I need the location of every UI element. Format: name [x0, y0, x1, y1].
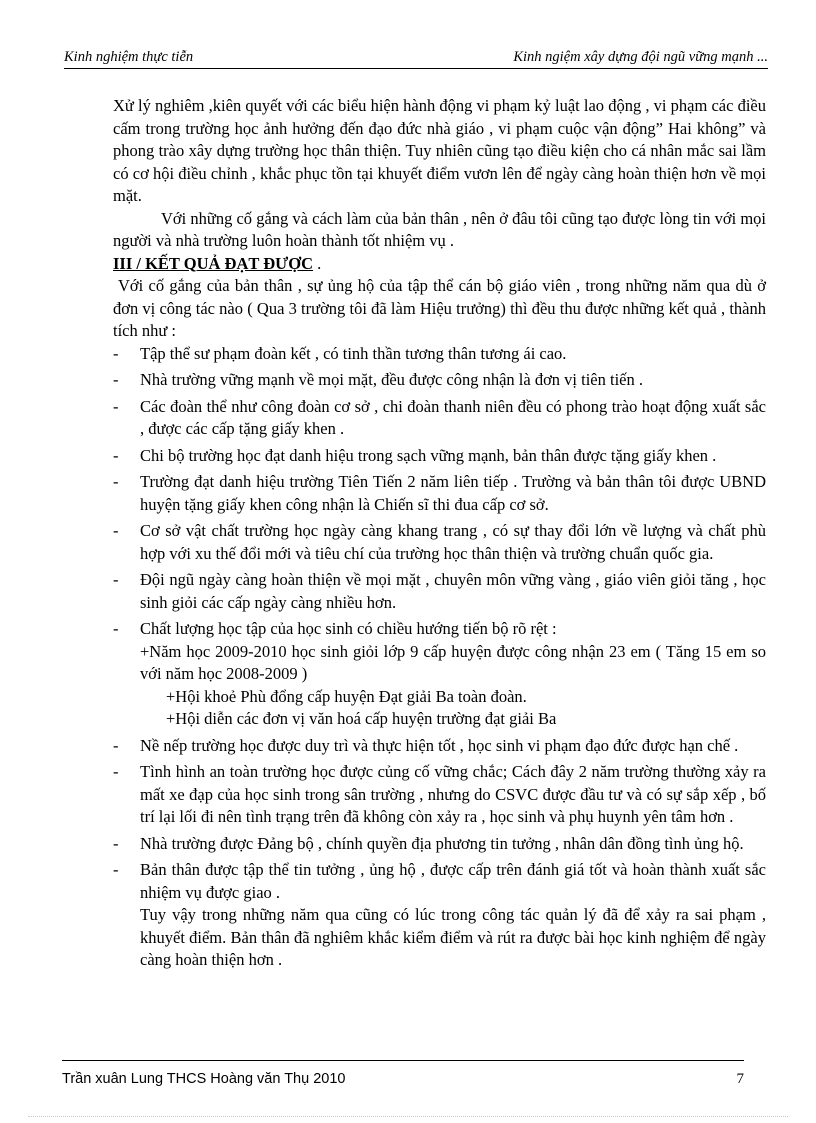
results-list-continued: [113, 735, 766, 905]
paragraph-discipline: Xử lý nghiêm ,kiên quyết với các biểu hiện hành động vi phạm kỷ luật lao động , vi phạm các điều cấm trong trường học ảnh hưởng đến đạo đức nhà giáo , vi phạm cuộc vận động” Hai không” và phong trào xây dựng trường học thân thiện. Tuy nhiên cũng tạo điều kiện cho cá nhân mắc sai lầm có cơ hội điều chỉnh , khắc phục tồn tại khuyết điểm vươn lên để ngày càng hoàn thiện hơn về mọi mặt.: [113, 96, 766, 205]
list-item-text: Trường đạt danh hiệu trường Tiên Tiến 2 năm liên tiếp . Trường và bản thân tôi được UBND huyện tặng giấy khen công nhận là Chiến sĩ thi đua cấp cơ sở.: [140, 472, 766, 514]
sub-item-cultural-festival: +Hội diễn các đơn vị văn hoá cấp huyện trường đạt giải Ba: [166, 709, 557, 728]
list-item-text: Bản thân được tập thể tin tưởng , ủng hộ , được cấp trên đánh giá tốt và hoàn thành xuất sắc nhiệm vụ được giao .: [140, 860, 766, 902]
list-item: [113, 396, 766, 441]
list-item: [113, 761, 766, 829]
section-heading-tail: .: [313, 253, 322, 273]
page-number: 7: [736, 1071, 744, 1087]
list-item: [113, 520, 766, 565]
bullet-dash: -: [113, 762, 119, 781]
bullet-dash: -: [113, 619, 119, 638]
bullet-dash: -: [113, 735, 119, 755]
list-item: [113, 445, 766, 468]
bullet-dash: -: [113, 860, 119, 879]
document-body: [113, 95, 766, 972]
list-item: [113, 833, 766, 856]
list-item-text: Tập thể sư phạm đoàn kết , có tinh thần tương thân tương ái cao.: [140, 343, 567, 363]
list-item: [113, 859, 766, 904]
list-item-text: Chất lượng học tập của học sinh có chiều hướng tiến bộ rõ rệt :: [140, 619, 557, 638]
sub-item-excellent-students: +Năm học 2009-2010 học sinh giỏi lớp 9 cấp huyện được công nhận 23 em ( Tăng 15 em so với năm học 2008-2009 ): [140, 641, 766, 683]
list-item-text: Nhà trường được Đảng bộ , chính quyền địa phương tin tưởng , nhân dân đồng tình ủng hộ.: [140, 833, 744, 853]
list-item: [113, 618, 766, 641]
footer-divider: [62, 1060, 744, 1061]
list-item: [113, 343, 766, 366]
list-item: [113, 569, 766, 614]
list-item: [113, 735, 766, 758]
bullet-dash: -: [113, 521, 119, 540]
bullet-dash: -: [113, 445, 119, 465]
bullet-dash: -: [113, 370, 119, 389]
results-list: [113, 343, 766, 641]
list-item: [113, 471, 766, 516]
section-heading: III / KẾT QUẢ ĐẠT ĐƯỢC: [113, 253, 314, 273]
bullet-dash: -: [113, 396, 119, 416]
bullet-dash: -: [113, 570, 119, 589]
paragraph-effort: Với những cố gắng và cách làm của bản thân , nên ở đâu tôi cũng tạo được lòng tin với mọi người và nhà trường luôn hoàn thành tốt nhiệm vụ .: [113, 208, 766, 250]
section-heading-row: [113, 253, 766, 276]
paragraph-intro: Với cố gắng của bản thân , sự ủng hộ của tập thể cán bộ giáo viên , trong những năm qua dù ở đơn vị công tác nào ( Qua 3 trường tôi đã làm Hiệu trưởng) thì đều thu được những kết quả , thành tích như :: [113, 276, 766, 340]
list-item-text: Nề nếp trường học được duy trì và thực hiện tốt , học sinh vi phạm đạo đức được hạn chế .: [140, 735, 739, 755]
header-left-title: Kinh nghiệm thực tiễn: [64, 49, 194, 65]
list-item-text: Các đoàn thể như công đoàn cơ sở , chi đoàn thanh niên đều có phong trào hoạt động xuất sắc , được các cấp tặng giấy khen .: [140, 396, 766, 438]
list-item-text: Nhà trường vững mạnh về mọi mặt, đều được công nhận là đơn vị tiên tiến .: [140, 370, 643, 389]
bullet-dash: -: [113, 343, 119, 363]
list-item-text: Tình hình an toàn trường học được củng cố vững chắc; Cách đây 2 năm trường thường xảy ra mất xe đạp của học sinh trong sân trường , nhưng do CSVC được đầu tư và có sự sắp xếp , bố trí lại lối đi nên tình trạng trên đã không còn xảy ra , học sinh và phụ huynh yên tâm hơn .: [140, 762, 766, 826]
sub-item-sports-festival: +Hội khoẻ Phù đổng cấp huyện Đạt giải Ba toàn đoàn.: [166, 686, 527, 706]
page-header: [64, 48, 768, 69]
footer-author: Trần xuân Lung THCS Hoàng văn Thụ 2010: [62, 1071, 346, 1087]
bullet-dash: -: [113, 472, 119, 491]
page-footer: [62, 1070, 744, 1088]
list-item-text: Cơ sở vật chất trường học ngày càng khang trang , có sự thay đổi lớn về lượng và chất phù hợp với xu thế đổi mới và tiêu chí của trường học thân thiện và trường chuẩn quốc gia.: [140, 521, 766, 563]
list-item-text: Đội ngũ ngày càng hoàn thiện về mọi mặt , chuyên môn vững vàng , giáo viên giỏi tăng , học sinh giỏi các cấp ngày càng nhiều hơn.: [140, 570, 766, 612]
list-item: [113, 369, 766, 392]
page-edge-divider: [28, 1116, 788, 1117]
closing-paragraph: Tuy vậy trong những năm qua cũng có lúc trong công tác quản lý đã để xảy ra sai phạm , khuyết điểm. Bản thân đã nghiêm khắc kiểm điểm và rút ra được bài học kinh nghiệm để ngày càng hoàn thiện hơn .: [140, 905, 766, 969]
bullet-dash: -: [113, 833, 119, 853]
list-item-text: Chi bộ trường học đạt danh hiệu trong sạch vững mạnh, bản thân được tặng giấy khen .: [140, 445, 717, 465]
header-right-title: Kinh ngiệm xây dựng đội ngũ vững mạnh ...: [513, 49, 768, 65]
